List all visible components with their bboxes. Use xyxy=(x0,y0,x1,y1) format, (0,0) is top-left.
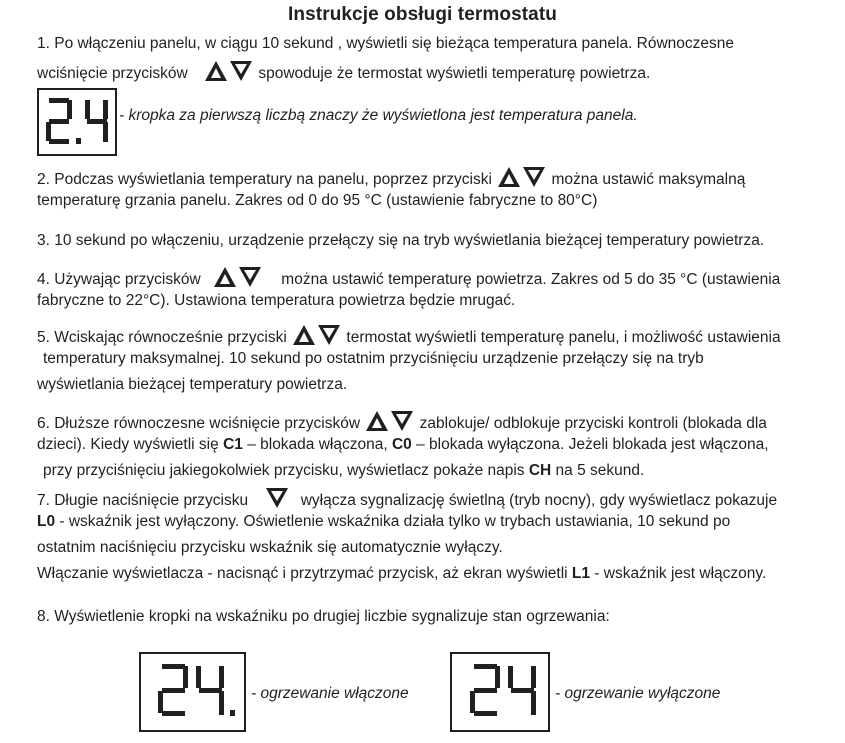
triangle-up-down-icon xyxy=(213,265,263,289)
p7-line1-text-a: 7. Długie naciśnięcie przycisku xyxy=(37,492,249,510)
p1-line1: 1. Po włączeniu panelu, w ciągu 10 sekund , wyświetli się bieżąca temperatura panela. Równoczesne xyxy=(37,35,735,52)
p1-line2 xyxy=(37,59,650,89)
p3-line1: 3. 10 sekund po włączeniu, urządzenie przełączy się na tryb wyświetlania bieżącej temperatury powietrza. xyxy=(37,232,765,249)
code-l1: L1 xyxy=(571,565,590,582)
p6-line2-text-a: dzieci). Kiedy wyświetli się xyxy=(37,436,224,453)
p5-line1-text-b: termostat wyświetli temperaturę panelu, i możliwość ustawienia xyxy=(346,329,781,347)
display-heating-off xyxy=(450,652,550,732)
up-down-icons xyxy=(204,59,254,89)
triangle-up-down-icon xyxy=(497,165,547,189)
p6-line1-text-b: zablokuje/ odblokuje przyciski kontroli (blokada dla xyxy=(419,415,767,433)
p6-line3 xyxy=(43,461,644,481)
p6-line3-text-b: na 5 sekund. xyxy=(551,462,645,479)
seven-segment-24-dot xyxy=(141,654,244,730)
p7-line2-text-b: - wskaźnik jest wyłączony. Oświetlenie wskaźnika działa tylko w trybach ustawiania, 10 sekund po xyxy=(55,513,731,530)
p6-line2-text-b: – blokada włączona, xyxy=(242,436,392,453)
page-title: Instrukcje obsługi termostatu xyxy=(288,4,557,25)
p7-line4 xyxy=(37,564,766,584)
p4-line2: fabryczne to 22°C). Ustawiona temperatura powietrza będzie mrugać. xyxy=(37,292,516,309)
p8-line1: 8. Wyświetlenie kropki na wskaźniku po drugiej liczbie sygnalizuje stan ogrzewania: xyxy=(37,608,610,625)
display2-note: - ogrzewanie włączone xyxy=(251,685,409,702)
display-heating-on xyxy=(139,652,246,732)
p5-line2: temperatury maksymalnej. 10 sekund po ostatnim przyciśnięciu urządzenie przełączy się na tryb xyxy=(43,350,704,367)
p4-line1-text-b: można ustawić temperaturę powietrza. Zakres od 5 do 35 °C (ustawienia xyxy=(281,271,781,289)
code-l0: L0 xyxy=(37,513,56,530)
p1-line2-text-a: wciśnięcie przycisków xyxy=(37,65,188,83)
display1-note: - kropka za pierwszą liczbą znaczy że wyświetlona jest temperatura panela. xyxy=(119,107,638,124)
code-c1: C1 xyxy=(223,436,243,453)
seven-segment-2.4 xyxy=(39,90,115,154)
p1-line2-text-b: spowoduje że termostat wyświetli temperaturę powietrza. xyxy=(258,65,651,83)
p7-line2 xyxy=(37,512,730,532)
triangle-up-down-icon xyxy=(204,59,254,83)
p7-line3: ostatnim naciśnięciu przycisku wskaźnik się automatycznie wyłączy. xyxy=(37,539,503,556)
triangle-down-icon xyxy=(264,486,290,510)
p5-line3: wyświetlania bieżącej temperatury powietrza. xyxy=(37,376,348,393)
p6-line2 xyxy=(37,435,769,455)
display-panel-temp xyxy=(37,88,117,156)
code-c0: C0 xyxy=(391,436,412,453)
p7-line4-text-a: Włączanie wyświetlacza - nacisnąć i przytrzymać przycisk, aż ekran wyświetli xyxy=(37,565,572,582)
seven-segment-24 xyxy=(452,654,548,730)
p6-line3-text-a: przy przyciśnięciu jakiegokolwiek przycisku, wyświetlacz pokaże napis xyxy=(43,462,529,479)
p6-line1-text-a: 6. Dłuższe równoczesne wciśnięcie przycisków xyxy=(37,415,361,433)
p2-line1-text-a: 2. Podczas wyświetlania temperatury na panelu, poprzez przyciski xyxy=(37,171,492,189)
p2-line1-text-b: można ustawić maksymalną xyxy=(551,171,746,189)
p6-line2-text-c: – blokada wyłączona. Jeżeli blokada jest włączona, xyxy=(411,436,769,453)
triangle-up-down-icon xyxy=(365,409,415,433)
p7-line1-text-b: wyłącza sygnalizację świetlną (tryb nocny), gdy wyświetlacz pokazuje xyxy=(300,492,778,510)
code-ch: CH xyxy=(528,462,552,479)
display3-note: - ogrzewanie wyłączone xyxy=(555,685,721,702)
p2-line2: temperaturę grzania panelu. Zakres od 0 do 95 °C (ustawienie fabryczne to 80°C) xyxy=(37,192,598,209)
triangle-up-down-icon xyxy=(292,323,342,347)
p4-line1-text-a: 4. Używając przycisków xyxy=(37,271,201,289)
p5-line1-text-a: 5. Wciskając równocześnie przyciski xyxy=(37,329,287,347)
p7-line4-text-b: - wskaźnik jest włączony. xyxy=(589,565,767,582)
